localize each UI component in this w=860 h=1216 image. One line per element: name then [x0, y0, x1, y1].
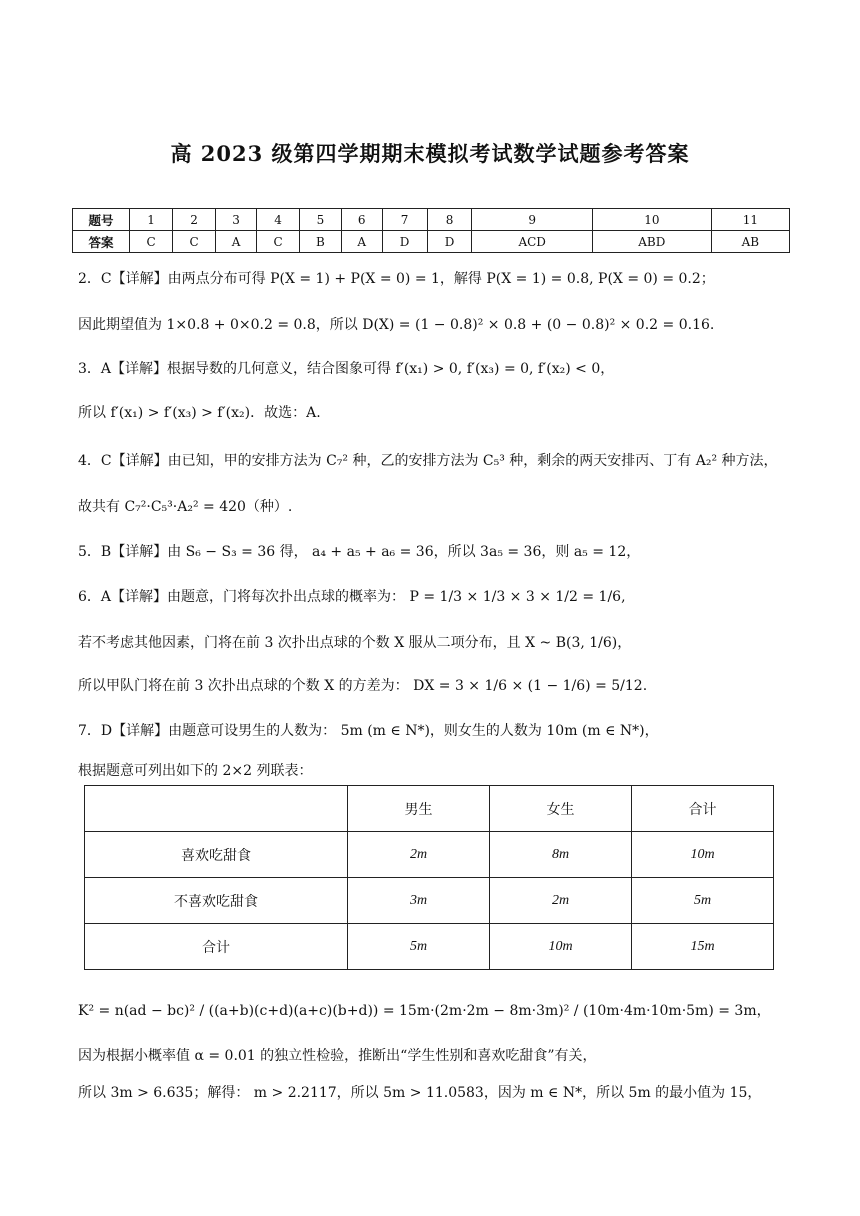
page-title: 高 2023 级第四学期期末模拟考试数学试题参考答案: [170, 141, 690, 166]
contingency-row: [85, 924, 774, 970]
solution-7-line-1: 7．D【详解】由题意可设男生的人数为： 5m (m ∈ N*)，则女生的人数为 10m (m ∈ N*)，: [78, 723, 659, 739]
question-number: 5: [300, 209, 342, 231]
contingency-table: [84, 785, 774, 970]
question-number: 3: [216, 209, 257, 231]
solution-3-line-2: 所以 f′(x₁) > f′(x₃) > f′(x₂)．故选：A.: [78, 405, 321, 421]
answer-cell: D: [427, 231, 472, 253]
answer-table-header-label: 题号: [73, 209, 130, 231]
contingency-header: 合计: [632, 786, 774, 832]
contingency-header: 女生: [490, 786, 632, 832]
solution-7-line-3: 因为根据小概率值 α = 0.01 的独立性检验，推断出“学生性别和喜欢吃甜食”有关，: [78, 1048, 597, 1064]
solution-6-line-1: [78, 586, 626, 606]
solution-6-line-2: 若不考虑其他因素，门将在前 3 次扑出点球的个数 X 服从二项分布，且 X ~ B(3, 1/6)，: [78, 635, 632, 651]
answer-cell: C: [130, 231, 173, 253]
question-number: 6: [341, 209, 382, 231]
answer-cell: A: [216, 231, 257, 253]
contingency-cell: 2m: [348, 832, 490, 878]
contingency-header-empty: [85, 786, 348, 832]
solution-5-line: 5．B【详解】由 S₆ − S₃ = 36 得， a₄ + a₅ + a₆ = 36，所以 3a₅ = 36，则 a₅ = 12，: [78, 544, 641, 560]
contingency-cell: 8m: [490, 832, 632, 878]
solution-6-line-3: 所以甲队门将在前 3 次扑出点球的个数 X 的方差为： DX = 3 × 1/6 × (1 − 1/6) = 5/12.: [78, 678, 648, 694]
solution-2-line-1: 2．C【详解】由两点分布可得 P(X = 1) + P(X = 0) = 1，解得 P(X = 1) = 0.8, P(X = 0) = 0.2；: [78, 271, 715, 287]
contingency-cell: 5m: [632, 878, 774, 924]
question-number: 8: [427, 209, 472, 231]
solution-7-line-2: 根据题意可列出如下的 2×2 列联表：: [78, 763, 313, 779]
solution-3-line-1: 3．A【详解】根据导数的几何意义，结合图象可得 f′(x₁) > 0, f′(x₃) = 0, f′(x₂) < 0，: [78, 361, 615, 377]
solution-6-prefix: 6．A【详解】由题意，门将每次扑出点球的概率为：: [78, 589, 406, 605]
solution-4-line-2: 故共有 C₇²·C₅³·A₂² = 420（种）.: [78, 499, 293, 515]
answer-cell: ACD: [472, 231, 592, 253]
answer-cell: ABD: [592, 231, 711, 253]
answer-table-answer-label: 答案: [73, 231, 130, 253]
contingency-cell: 2m: [490, 878, 632, 924]
question-number: 4: [257, 209, 300, 231]
question-number: 9: [472, 209, 592, 231]
contingency-row-label: 喜欢吃甜食: [85, 832, 348, 878]
contingency-cell: 15m: [632, 924, 774, 970]
contingency-row: [85, 878, 774, 924]
solution-4-line-1: 4．C【详解】由已知，甲的安排方法为 C₇² 种，乙的安排方法为 C₅³ 种，剩余的两天安排丙、丁有 A₂² 种方法，: [78, 453, 778, 469]
contingency-row-label: 合计: [85, 924, 348, 970]
contingency-cell: 3m: [348, 878, 490, 924]
question-number: 11: [711, 209, 789, 231]
solution-7-chi-square-formula: K² = n(ad − bc)² / ((a+b)(c+d)(a+c)(b+d)) = 15m·(2m·2m − 8m·3m)² / (10m·4m·10m·5m) = 3m，: [78, 1003, 771, 1019]
answer-cell: C: [257, 231, 300, 253]
question-number: 10: [592, 209, 711, 231]
answer-cell: C: [173, 231, 216, 253]
solution-2-line-2: 因此期望值为 1×0.8 + 0×0.2 = 0.8，所以 D(X) = (1 − 0.8)² × 0.8 + (0 − 0.8)² × 0.2 = 0.16.: [78, 317, 715, 333]
question-number: 7: [382, 209, 427, 231]
answer-table-number-row: [73, 209, 790, 231]
contingency-cell: 10m: [632, 832, 774, 878]
answer-cell: B: [300, 231, 342, 253]
answer-cell: AB: [711, 231, 789, 253]
contingency-row: [85, 832, 774, 878]
contingency-cell: 5m: [348, 924, 490, 970]
answer-table-answer-row: [73, 231, 790, 253]
solution-7-line-4: 所以 3m > 6.635；解得： m > 2.2117，所以 5m > 11.0583，因为 m ∈ N*，所以 5m 的最小值为 15，: [78, 1085, 762, 1101]
answer-cell: D: [382, 231, 427, 253]
solution-6-probability-formula: P = 1/3 × 1/3 × 3 × 1/2 = 1/6,: [409, 589, 626, 605]
question-number: 1: [130, 209, 173, 231]
contingency-header: 男生: [348, 786, 490, 832]
contingency-cell: 10m: [490, 924, 632, 970]
question-number: 2: [173, 209, 216, 231]
answer-table: [72, 208, 790, 253]
answer-cell: A: [341, 231, 382, 253]
contingency-row-label: 不喜欢吃甜食: [85, 878, 348, 924]
contingency-header-row: [85, 786, 774, 832]
